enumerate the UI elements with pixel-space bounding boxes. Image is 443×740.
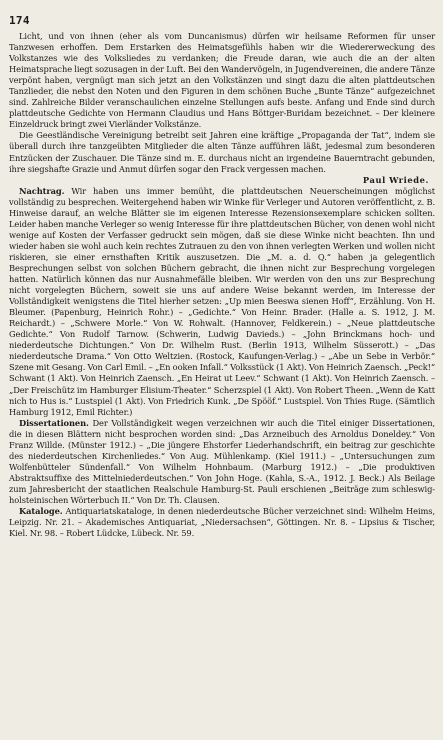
paragraph-text: Antiquariatskataloge, in denen niederdeutsche Bücher verzeichnet sind: Wilhelm Heims, Leipzig. Nr. 21. – Akademisches Antiquariat, „Niedersachsen“, Göttingen. Nr. 8. – Lipsius & Tischer, Kiel. Nr. 98. – Robert Lüdcke, Lübeck. Nr. 59. — [9, 506, 435, 539]
section-lead: Dissertationen. — [19, 417, 89, 428]
body-text — [9, 31, 435, 539]
paragraph-volkstanz — [9, 31, 435, 130]
author-signature — [9, 175, 435, 186]
page-number: 174 — [9, 14, 30, 27]
paragraph-nachtrag — [9, 186, 435, 418]
paragraph-text: Wir haben uns immer bemüht, die plattdeutschen Neuerscheinungen möglichst vollständig zu besprechen. Weitergehend haben wir Winke für Verleger und Autoren veröffentlicht, z. B. Hinweise darauf, an welche Blätter sie im eigenen Interesse Rezensionsexemplare schicken sollten. Leider haben manche Verleger so wenig Interesse für ihre plattdeutschen Bücher, von denen wohl nicht wenige auf Kosten der Verfasser gedruckt sein mögen, daß sie diese Winke nicht beachten. Ihn und wieder haben sie wohl auch kein rechtes Zutrauen zu den von ihnen verlegten Werken und wollen nicht riskieren, sie einer ernsthaften Kritik auszusetzen. Die „M. a. d. Q.“ haben ja gelegentlich Besprechungen selbst von solchen Büchern gebracht, die ihnen nicht zur Besprechung vorgelegen hatten. Natürlich können das nur Ausnahmefälle bleiben. Wir werden von den uns zur Besprechung nicht vorgelegten Büchern, soweit sie uns auf andere Weise bekannt werden, im Interesse der Vollständigkeit wenigstens die Titel hierher setzen: „Up mien Beeswa sienen Hoff“, Erzählung. Von H. Bleumer. (Papenburg, Heinrich Rohr.) – „Gedichte.“ Von Heinr. Brader. (Halle a. S. 1912, J. M. Reichardt.) – „Schwere Morle.“ Von W. Rohwalt. (Hannover, Feldkerein.) – „Neue plattdeutsche Gedichte.“ Von Rudolf Tarnow. (Schwerin, Ludwig Davieds.) – „John Brinckmans hoch- und niederdeutsche Dichtungen.“ Von Dr. Wilhelm Rust. (Berlin 1913, Wilhelm Süsserott.) – „Das niederdeutsche Drama.“ Von Otto Weltzien. (Rostock, Kaufungen-Verlag.) – „Abe un Sebe in Verbör.“ Szene mit Gesang. Von Carl Emil. – „En ooken Infall.“ Volksstück (1 Akt). Von Heinrich Zaensch. „Peck!“ Schwant (1 Akt). Von Heinrich Zaensch. „En Heirat ut Leev.“ Schwant (1 Akt). Von Heinrich Zaensch. – „Der Freischütz im Hamburger Elisium-Theater.“ Scherzspiel (1 Akt). Von Robert Theen. „Wenn de Katt nich to Hus is.“ Lustspiel (1 Akt). Von Friedrich Kunk. „De Spööf.“ Lustspiel. Von Thies Ruge. (Sämtlich Hamburg 1912, Emil Richter.) — [9, 185, 435, 417]
author-name: Paul Wriede. — [362, 174, 429, 185]
section-lead: Nachtrag. — [19, 185, 65, 196]
paragraph-text: Licht, und von ihnen (eher als vom Duncanismus) dürfen wir heilsame Reformen für unser Tanzwesen erhoffen. Dem Erstarken des Heimatsgefühls haben wir die Wiedererweckung des Volkstanzes wie des Volksliedes zu verdanken; die Freude daran, wie auch die an der alten Heimatsprache liegt sozusagen in der Luft. Bei den Wandervögeln, in Jugendvereinen, die andere Tänze verpönt haben, vergnügt man sich jetzt an den Volkstänzen und singt dazu die alten plattdeutschen Tanzlieder, die nebst den Noten und den Figuren in dem schönen Buche „Bunte Tänze“ aufgezeichnet sind. Zahlreiche Bilder veranschaulichen einzelne Stellungen aufs beste. Anfang und Ende sind durch plattdeutsche Gedichte von Hermann Claudius und Hans Böttger-Buridam bezeichnet. – Der kleinere Einzeldruck bringt zwei Vierländer Volkstänze. — [9, 31, 435, 130]
paragraph-dissertationen — [9, 418, 435, 506]
paragraph-geestlaendisch — [9, 130, 435, 174]
paragraph-kataloge — [9, 506, 435, 539]
paragraph-text: Der Vollständigkeit wegen verzeichnen wir auch die Titel einiger Dissertationen, die in diesen Blättern nicht besprochen worden sind: „Das Arzneibuch des Arnoldus Doneldey.“ Von Franz Willde. (Münster 1912.) – „Die jüngere Ehstorfer Liederhandschrift, ein beitrag zur geschichte des niederdeutschen Kirchenliedes.“ Von Aug. Mühlenkamp. (Kiel 1911.) – „Untersuchungen zum Wolfenbütteler Sündenfall.“ Von Wilhelm Hohnbaum. (Marburg 1912.) – „Die produktiven Abstraktsuffixe des Mittelniederdeutschen.“ Von John Hoge. (Kahla, S.-A., 1912. J. Beck.) Als Beilage zum Jahresbericht der staatlichen Realschule Hamburg-St. Pauli erschienen „Beiträge zum schleswig-holsteinischen Wörterbuch II.“ Von Dr. Th. Clausen. — [9, 417, 435, 505]
section-lead: Kataloge. — [19, 506, 63, 517]
paragraph-text: Die Geestländische Vereinigung betreibt seit Jahren eine kräftige „Propaganda der Tat“, indem sie überall durch ihre tanzgeübten Mitglieder die alten Tänze aufführen läßt, jedesmal zum besonderen Entzücken der Zuschauer. Die Tänze sind m. E. durchaus nicht an irgendeine Bauerntracht gebunden, ihre siegshafte Grazie und Anmut dürfen sogar den Frack vergessen machen. — [9, 130, 435, 174]
